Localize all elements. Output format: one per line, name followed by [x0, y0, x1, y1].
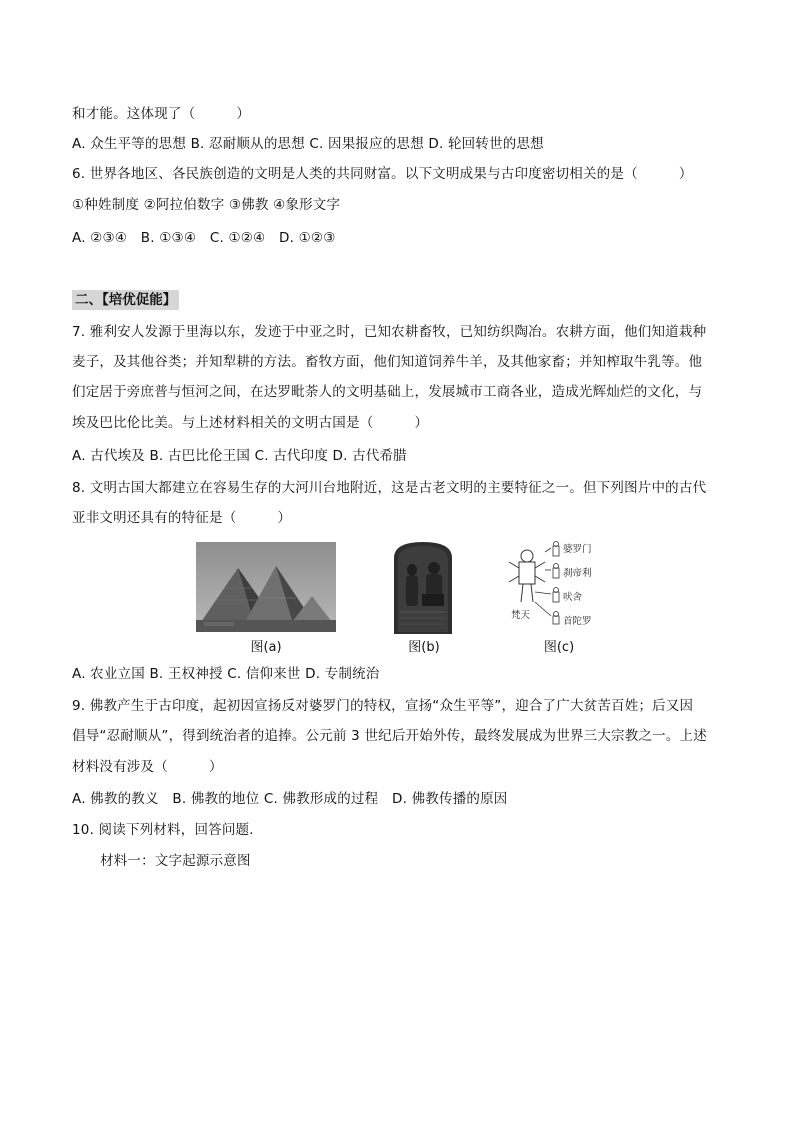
question-7-line-2: 麦子，及其他谷类；并知犁耕的方法。畜牧方面，他们知道饲养牛羊，及其他家畜；并知榨取牛乳等。他 — [72, 354, 703, 370]
caste-label-brahma: 梵天 — [511, 610, 531, 621]
question-9-line-1: 9. 佛教产生于古印度，起初因宣扬反对婆罗门的特权，宣扬“众生平等”，迎合了广大贫苦百姓；后又因 — [72, 698, 694, 714]
section-heading: 二、【培优促能】 — [72, 290, 179, 310]
question-8-line-1: 8. 文明古国大都建立在容易生存的大河川台地附近，这是古老文明的主要特征之一。但下列图片中的古代 — [72, 480, 707, 496]
question-7-line-3: 们定居于旁庶普与恒河之间，在达罗毗荼人的文明基础上，发展城市工商各业，造成光辉灿烂的文化，与 — [72, 384, 703, 400]
caste-label-kshatriya: 刹帝利 — [563, 568, 592, 579]
caste-diagram-image — [505, 536, 605, 632]
question-8-options: A. 农业立国 B. 王权神授 C. 信仰来世 D. 专制统治 — [72, 666, 380, 682]
figure-c-caption: 图(c) — [543, 640, 575, 655]
question-7-line-1: 7. 雅利安人发源于里海以东，发迹于中亚之时，已知农耕畜牧，已知纺织陶冶。农耕方面，他们知道栽种 — [72, 324, 707, 340]
question-5-stem-end: 和才能。这体现了（ ） — [72, 106, 251, 122]
question-8-line-2: 亚非文明还具有的特征是（ ） — [72, 510, 292, 526]
question-7-options: A. 古代埃及 B. 古巴比伦王国 C. 古代印度 D. 古代希腊 — [72, 448, 407, 464]
question-9-line-2: 倡导“忍耐顺从”，得到统治者的追捧。公元前 3 世纪后开始外传，最终发展成为世界三大宗教之一。上述 — [72, 728, 707, 744]
pyramids-image — [196, 542, 336, 632]
question-6-items: ①种姓制度 ②阿拉伯数字 ③佛教 ④象形文字 — [72, 197, 341, 213]
question-5-options: A. 众生平等的思想 B. 忍耐顺从的思想 C. 因果报应的思想 D. 轮回转世的思想 — [72, 136, 544, 152]
question-9-line-3: 材料没有涉及（ ） — [72, 759, 223, 775]
caste-label-vaishya: 吠舍 — [563, 592, 583, 603]
question-6-options: A. ②③④ B. ①③④ C. ①②④ D. ①②③ — [72, 230, 336, 246]
question-10-stem: 10. 阅读下列材料，回答问题. — [72, 822, 254, 838]
question-6-stem: 6. 世界各地区、各民族创造的文明是人类的共同财富。以下文明成果与古印度密切相关的是（ ） — [72, 166, 693, 182]
question-10-material-label: 材料一：文字起源示意图 — [100, 853, 251, 869]
figure-a-caption: 图(a) — [250, 640, 282, 655]
figure-b-caption: 图(b) — [408, 640, 440, 655]
caste-label-shudra: 首陀罗 — [563, 616, 592, 627]
caste-label-brahmin: 婆罗门 — [563, 544, 592, 555]
stele-image — [388, 540, 458, 634]
question-9-options: A. 佛教的教义 B. 佛教的地位 C. 佛教形成的过程 D. 佛教传播的原因 — [72, 791, 508, 807]
question-7-line-4: 埃及巴比伦比美。与上述材料相关的文明古国是（ ） — [72, 415, 429, 431]
